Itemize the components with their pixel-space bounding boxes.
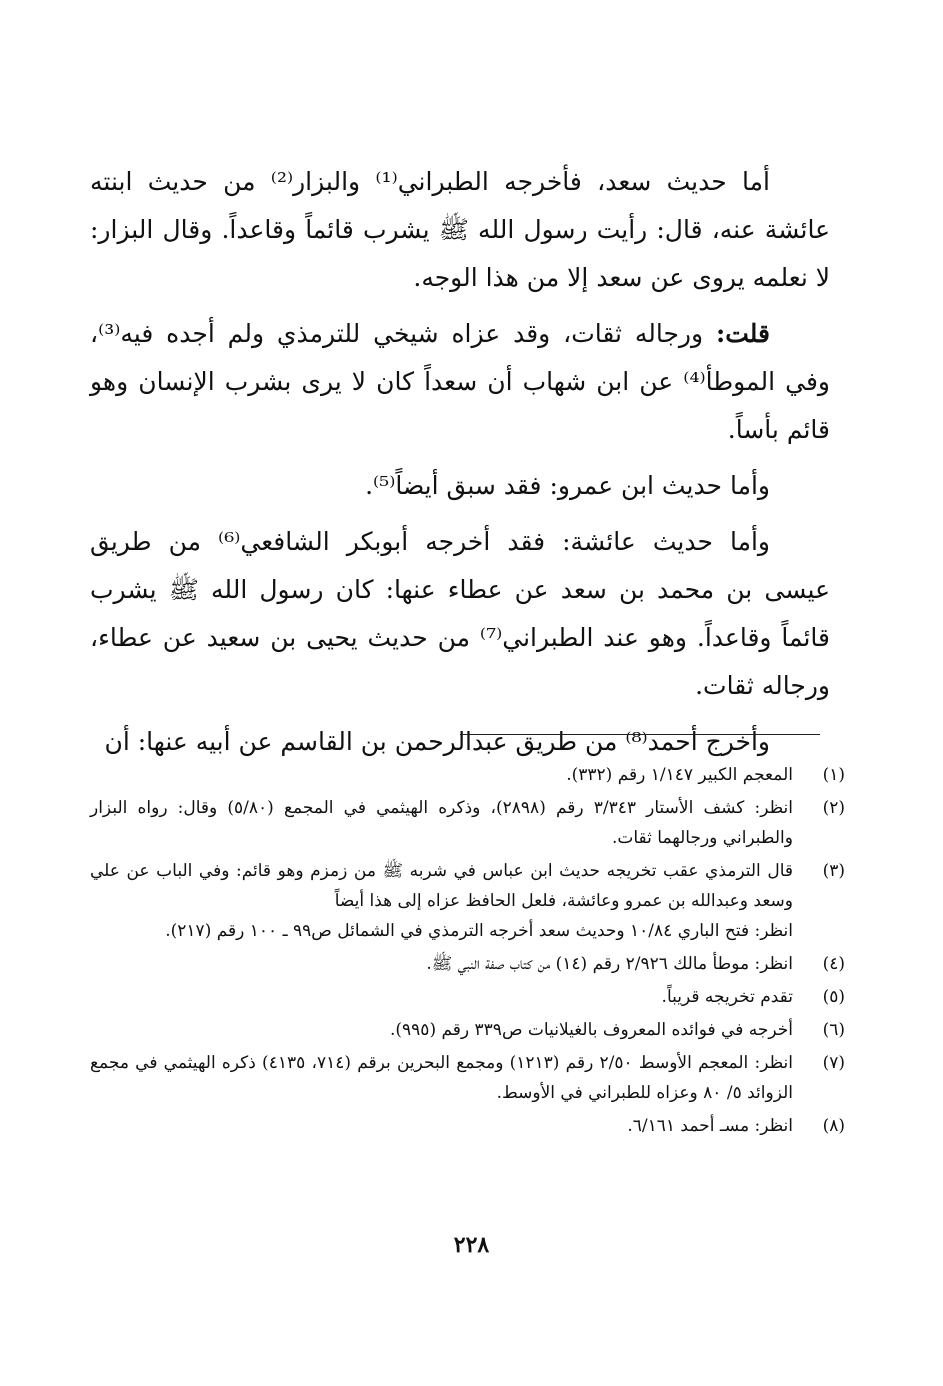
footnote-text: [90, 793, 793, 853]
footnote-text: [90, 760, 793, 790]
paragraph-5: وأخرج أحمد⁽⁸⁾ من طريق عبدالرحمن بن القاسم عن أبيه عنها: أن: [104, 727, 770, 756]
footnote-number: (٣): [822, 861, 845, 881]
footnote-text: [90, 1111, 793, 1141]
footnote-text: [90, 949, 793, 979]
footnote-line: انظر: كشف الأستار ٣/٣٤٣ رقم (٢٨٩٨)، وذكره الهيثمي في المجمع (٥/٨٠) وقال: رواه البزار والطبراني ورجالهما ثقات.: [90, 798, 793, 848]
footnotes: [90, 760, 845, 1144]
footnote-number: (٤): [822, 954, 845, 974]
footnote-line: أخرجه في فوائده المعروف بالغيلانيات ص٣٣٩ رقم (٩٩٥).: [389, 1020, 793, 1040]
paragraph-2: [90, 310, 830, 454]
footnote-line: تقدم تخريجه قريباً.: [661, 987, 793, 1007]
footnote-number: (٨): [822, 1116, 845, 1136]
footnote-text: [90, 1048, 793, 1108]
paragraph-3: وأما حديث ابن عمرو: فقد سبق أيضاً⁽⁵⁾.: [365, 471, 770, 500]
footnote-line: انظر: المعجم الأوسط ٢/٥٠ رقم (١٢١٣) ومجمع البحرين برقم (٧١٤، ٤١٣٥) ذكره الهيثمي في مجمع الزوائد ٥/ ٨٠ وعزاه للطبراني في الأوسط.: [90, 1053, 794, 1103]
paragraph-4: وأما حديث عائشة: فقد أخرجه أبوبكر الشافعي⁽⁶⁾ من طريق عيسى بن محمد بن سعد عن عطاء عنها: كان رسول الله ﷺ يشرب قائماً وقاعداً. وهو عند الطبراني⁽⁷⁾ من حديث يحيى بن سعيد عن عطاء، ورجاله ثقات.: [90, 527, 830, 700]
footnote-number: (٢): [822, 798, 845, 818]
footnote: [90, 1015, 845, 1045]
footnote-line: انظر: فتح الباري ١٠/٨٤ وحديث سعد أخرجه الترمذي في الشمائل ص٩٩ ـ ١٠٠ رقم (٢١٧).: [165, 921, 793, 941]
footnote-number: (٥): [822, 987, 845, 1007]
footnote: [90, 760, 845, 790]
footnote: [90, 793, 845, 853]
paragraph-2-text: ورجاله ثقات، وقد عزاه شيخي للترمذي ولم أجده فيه⁽³⁾، وفي الموطأ⁽⁴⁾ عن ابن شهاب أن سعداً كان لا يرى بشرب الإنسان وهو قائم بأساً.: [90, 319, 830, 444]
footnote-line: انظر: مسـ أحمد ٦/١٦١.: [627, 1116, 793, 1136]
footnote-line: انظر: موطأ مالك ٢/٩٢٦ رقم (١٤) من كتاب صفة النبي ﷺ.: [426, 954, 793, 974]
footnote-text: [90, 982, 793, 1012]
footnote: [90, 982, 845, 1012]
footnote-number: (١): [822, 765, 845, 785]
footnote-text: [90, 856, 793, 946]
footnote-text: [90, 1015, 793, 1045]
footnote-number: (٧): [822, 1053, 845, 1073]
footnote-line: قال الترمذي عقب تخريجه حديث ابن عباس في شربه ﷺ من زمزم وهو قائم: وفي الباب عن علي وسعد وعبدالله بن عمرو وعائشة، فلعل الحافظ عزاه إلى هذا أيضاً: [90, 861, 793, 911]
footnote: [90, 856, 845, 946]
footnote: [90, 1048, 845, 1108]
footnote: [90, 949, 845, 979]
page-number: ٢٢٨: [453, 1232, 490, 1258]
main-text: [90, 158, 830, 774]
footnote-number: (٦): [822, 1020, 845, 1040]
paragraph-2-lead: قلت:: [715, 319, 770, 348]
footnote: [90, 1111, 845, 1141]
footnote-divider: [460, 734, 820, 735]
paragraph-1: أما حديث سعد، فأخرجه الطبراني⁽¹⁾ والبزار⁽²⁾ من حديث ابنته عائشة عنه، قال: رأيت رسول الله ﷺ يشرب قائماً وقاعداً. وقال البزار: لا نعلمه يروى عن سعد إلا من هذا الوجه.: [90, 167, 830, 292]
footnote-line: المعجم الكبير ١/١٤٧ رقم (٣٣٢).: [566, 765, 793, 785]
